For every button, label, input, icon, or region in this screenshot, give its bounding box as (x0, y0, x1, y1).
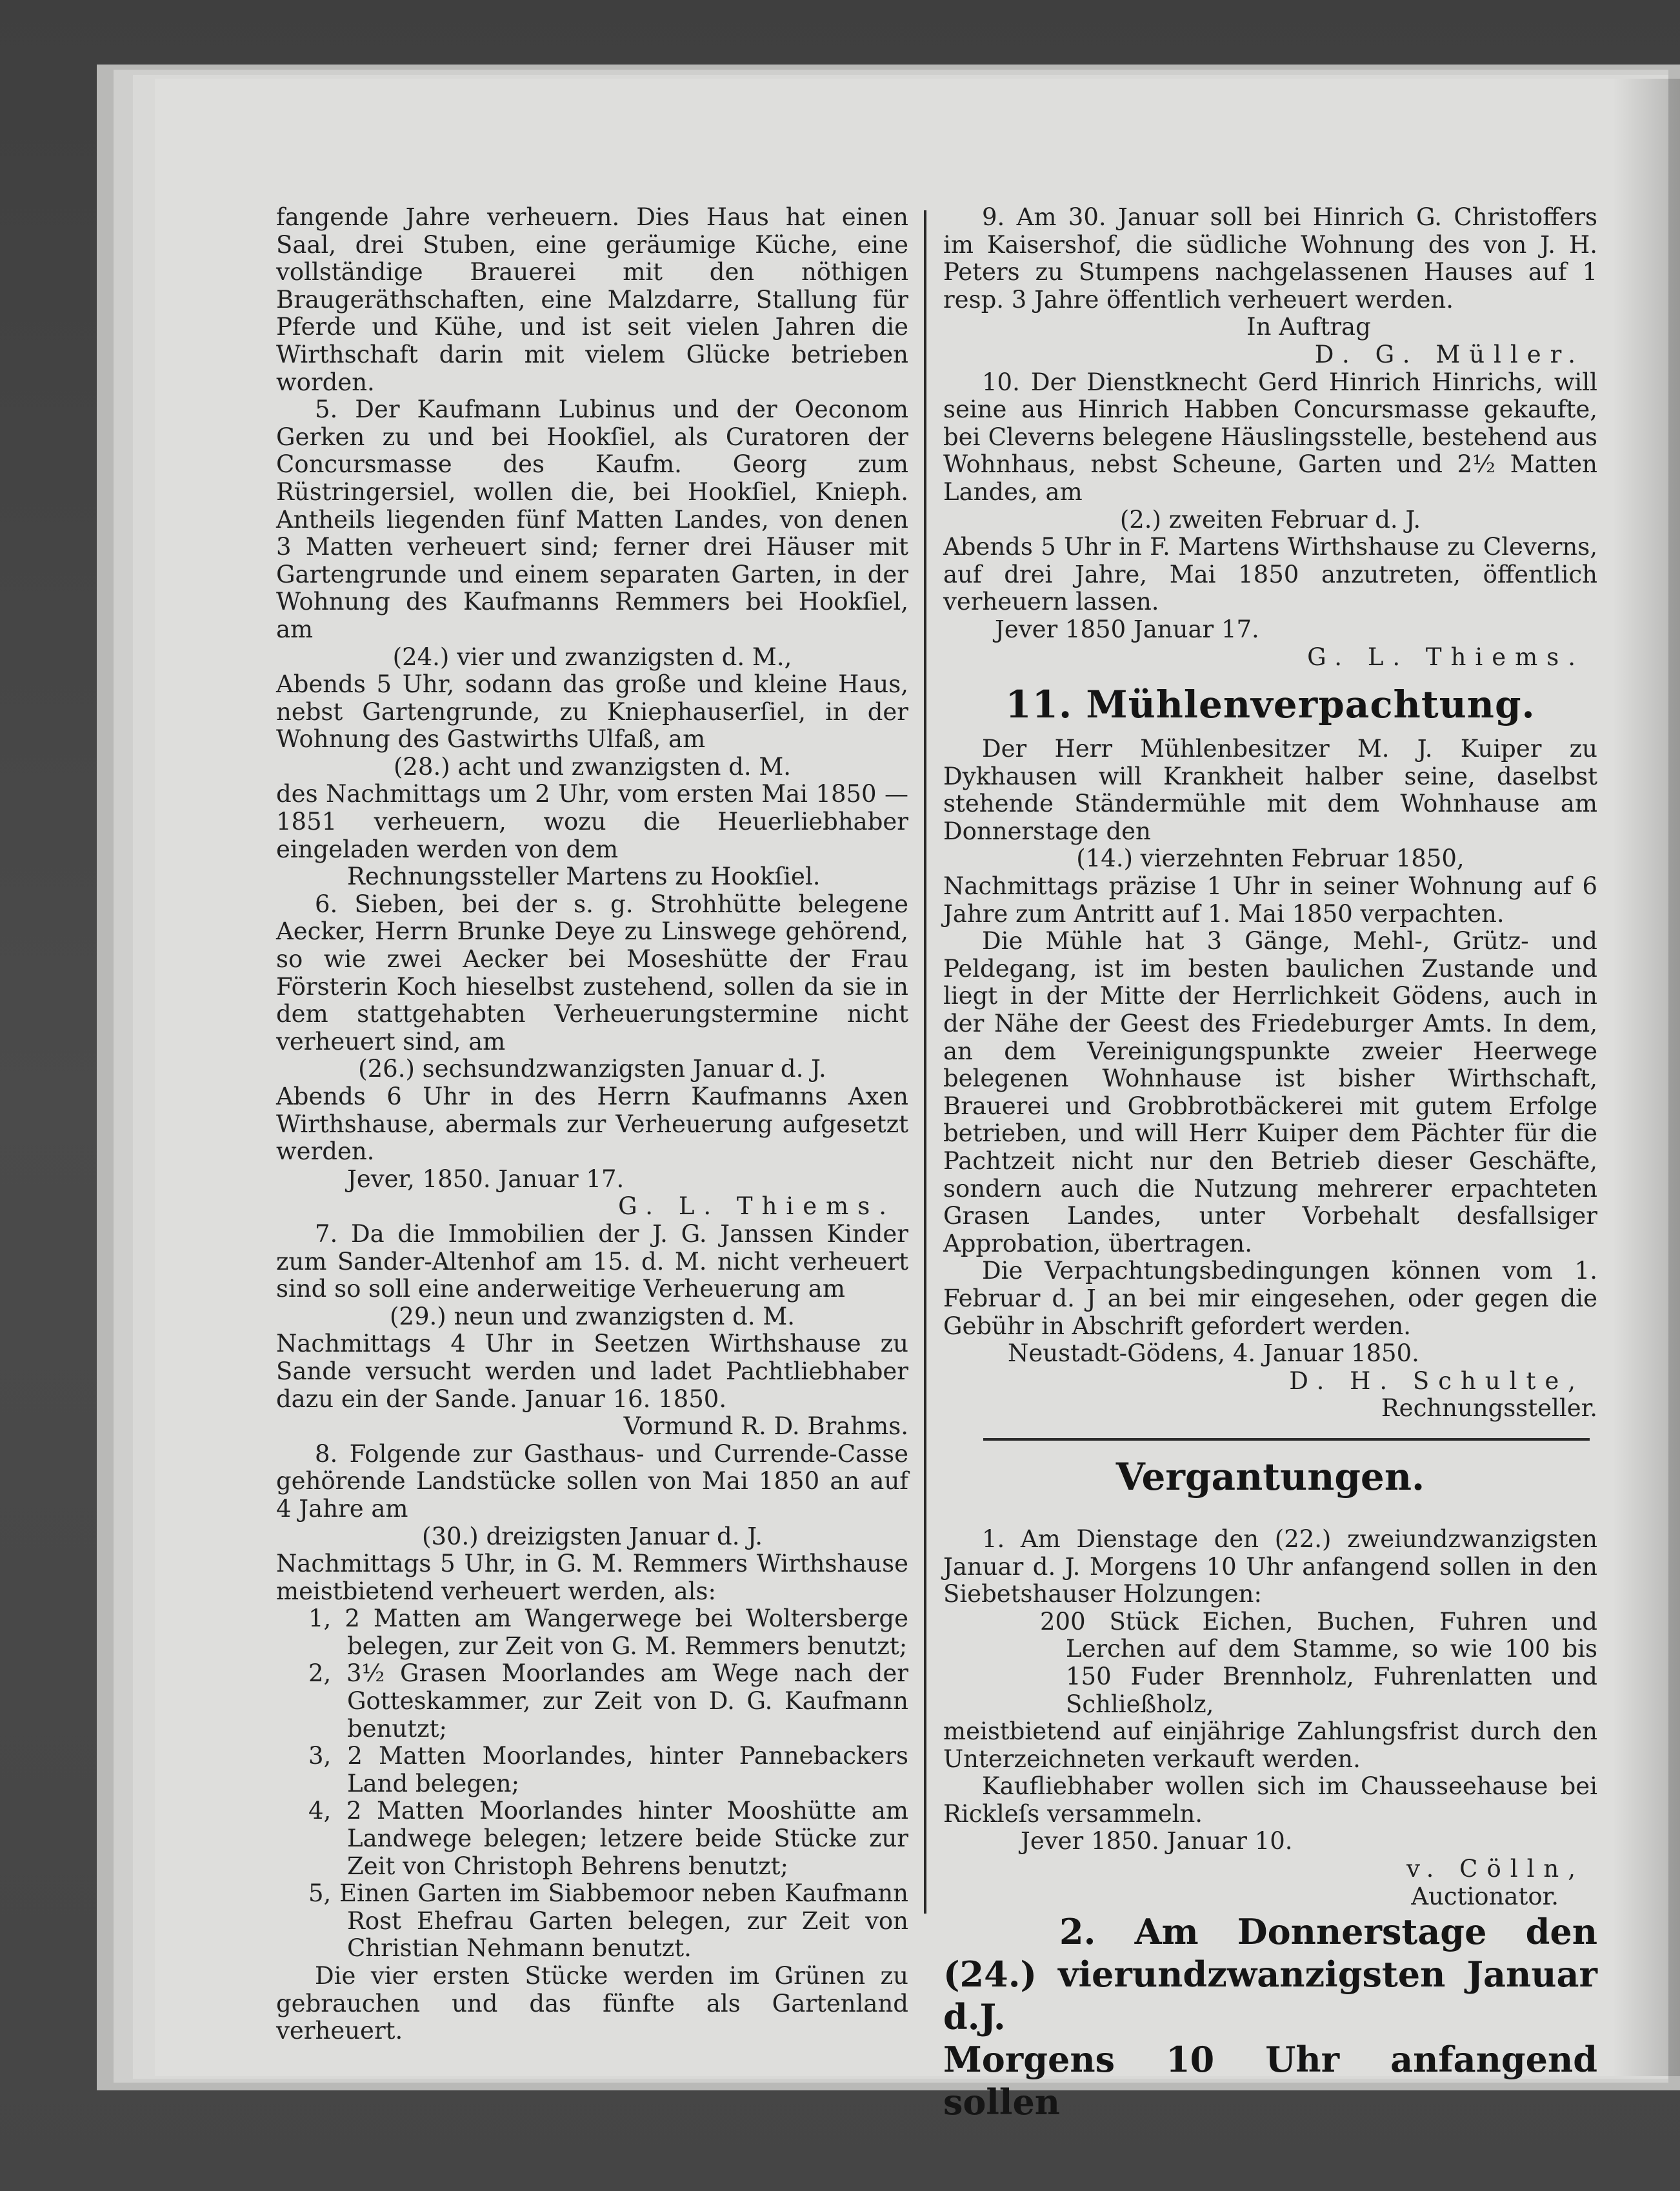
vergantung-1-signature-title: Auctionator. (1411, 1882, 1559, 1910)
left-column (276, 204, 908, 2045)
list-item: 3, 2 Matten Moorlandes, hinter Pannebackers Land belegen; (308, 1742, 908, 1797)
notice-8-date: (30.) dreizigsten Januar d. J. (422, 1522, 763, 1550)
notice-10: 10. Der Dienstknecht Gerd Hinrich Hinrichs, will seine aus Hinrich Habben Concursmasse gekaufte, bei Cleverns belegene Häuslingsstelle, bestehend aus Wohnhaus, nebst Scheune, Garten und 2½ Matten Landes, am (943, 368, 1597, 506)
right-column (943, 204, 1597, 2123)
notice-11-body-4: Die Verpachtungsbedingungen können vom 1. Februar d. J an bei mir eingesehen, oder gegen die Gebühr in Abschrift gefordert werden. (943, 1257, 1597, 1340)
notice-8-body-2: Nachmittags 5 Uhr, in G. M. Remmers Wirthshause meistbietend verheuert werden, als: (276, 1550, 908, 1605)
notice-4-end: fangende Jahre verheuern. Dies Haus hat einen Saal, drei Stuben, eine geräumige Küche, eine vollständige Brauerei mit den nöthigen Braugeräthschaften, eine Malzdarre, Stallung für Pferde und Kühe, und ist seit vielen Jahren die Wirthschaft darin mit vielem Glücke betrieben worden. (276, 203, 908, 396)
notice-10-signature: G. L. Thiems. (1307, 643, 1585, 671)
notice-9-commission: In Auftrag (1246, 313, 1371, 341)
vergantung-1-place-date: Jever 1850. Januar 10. (1021, 1827, 1293, 1856)
notice-5: 5. Der Kaufmann Lubinus und der Oeconom Gerken zu und bei Hookſiel, als Curatoren der Concursmasse des Kaufm. Georg zum Rüstringersiel, wollen die, bei Hookſiel, Knieph. Antheils liegenden fünf Matten Landes, von denen 3 Matten verheuert sind; ferner drei Häuser mit Gartengrunde und einem separaten Garten, in der Wohnung des Kaufmanns Remmers bei Hookſiel, am (276, 395, 908, 643)
notice-5-date-1: (24.) vier und zwanzigsten d. M., (392, 643, 792, 671)
notice-6-place-date: Jever, 1850. Januar 17. (347, 1165, 625, 1193)
vergantung-1-body-3: Kaufliebhaber wollen sich im Chausseehause bei Rickleſs versammeln. (943, 1772, 1597, 1828)
notice-11-body-2: Nachmittags präzise 1 Uhr in seiner Wohnung auf 6 Jahre zum Antritt auf 1. Mai 1850 verpachten. (943, 872, 1597, 928)
notice-9-signature: D. G. Müller. (1314, 340, 1585, 368)
list-item: 5, Einen Garten im Siabbemoor neben Kaufmann Rost Ehefrau Garten belegen, zur Zeit von Christian Nehmann benutzt. (308, 1879, 908, 1963)
notice-5-signature: Rechnungssteller Martens zu Hookſiel. (347, 863, 821, 891)
notice-6-date: (26.) sechsundzwanzigsten Januar d. J. (358, 1055, 826, 1083)
notice-5-body-2: Abends 5 Uhr, sodann das große und kleine Haus, nebst Gartengrunde, zu Kniephauserſiel, in der Wohnung des Gastwirths Ulfaß, am (276, 670, 908, 754)
notice-11-signature-title: Rechnungssteller. (1381, 1394, 1597, 1423)
page-gutter-shadow (1613, 79, 1680, 2076)
vergantung-1: 1. Am Dienstage den (22.) zweiundzwanzigsten Januar d. J. Morgens 10 Uhr anfangend sollen in den Siebetshauser Holzungen: (943, 1525, 1597, 1608)
notice-8-end: Die vier ersten Stücke werden im Grünen zu gebrauchen und das fünfte als Gartenland verheuert. (276, 1962, 908, 2045)
vergantung-1-items: 200 Stück Eichen, Buchen, Fuhren und Lerchen auf dem Stamme, so wie 100 bis 150 Fuder Brennholz, Fuhrenlatten und Schließholz, (1040, 1607, 1597, 1718)
column-rule (924, 210, 926, 1914)
notice-7: 7. Da die Immobilien der J. G. Janssen Kinder zum Sander-Altenhof am 15. d. M. nicht verheuert sind so soll eine anderweitige Verheuerung am (276, 1219, 908, 1303)
list-item: 4, 2 Matten Moorlandes hinter Mooshütte am Landwege belegen; letzere beide Stücke zur Zeit von Christoph Behrens benutzt; (308, 1797, 908, 1880)
section-heading-muehlenverpachtung: 11. Mühlenverpachtung. (1005, 683, 1535, 727)
notice-11-place-date: Neustadt-Gödens, 4. Januar 1850. (1008, 1339, 1419, 1368)
notice-7-signature: Vormund R. D. Brahms. (623, 1412, 908, 1441)
notice-6-body-2: Abends 6 Uhr in des Herrn Kaufmanns Axen Wirthshause, abermals zur Verheuerung aufgesetzt werden. (276, 1083, 908, 1166)
notice-5-date-2: (28.) acht und zwanzigsten d. M. (393, 752, 792, 781)
notice-10-date: (2.) zweiten Februar d. J. (1119, 505, 1421, 534)
section-divider (983, 1438, 1590, 1441)
notice-8: 8. Folgende zur Gasthaus- und Currende-Casse gehörende Landstücke sollen von Mai 1850 an auf 4 Jahre am (276, 1439, 908, 1523)
vergantung-1-body-2: meistbietend auf einjährige Zahlungsfrist durch den Unterzeichneten verkauft werden. (943, 1717, 1597, 1773)
vergantung-2-line-1: 2. Am Donnerstage den (1059, 1911, 1597, 1953)
notice-10-body-2: Abends 5 Uhr in F. Martens Wirthshause zu Cleverns, auf drei Jahre, Mai 1850 anzutreten, öffentlich verheuern lassen. (943, 533, 1597, 616)
notice-5-body-3: des Nachmittags um 2 Uhr, vom ersten Mai 1850 — 1851 verheuern, wozu die Heuerliebhaber eingeladen werden von dem (276, 780, 908, 863)
notice-11: Der Herr Mühlenbesitzer M. J. Kuiper zu Dykhausen will Krankheit halber seine, daselbst stehende Ständermühle mit dem Wohnhause am Donnerstage den (943, 735, 1597, 845)
vergantung-1-signature: v. Cölln, (1406, 1855, 1585, 1883)
notice-6-signature: G. L. Thiems. (618, 1192, 895, 1221)
notice-11-signature: D. H. Schulte, (1289, 1366, 1585, 1395)
notice-9: 9. Am 30. Januar soll bei Hinrich G. Christoffers im Kaisershof, die südliche Wohnung des von J. H. Peters zu Stumpens nachgelassenen Hauses auf 1 resp. 3 Jahre öffentlich verheuert werden. (943, 203, 1597, 314)
section-heading-vergantungen: Vergantungen. (1115, 1454, 1425, 1499)
vergantung-2-line-3: Morgens 10 Uhr anfangend sollen (943, 2039, 1597, 2123)
notice-11-date: (14.) vierzehnten Februar 1850, (1076, 845, 1465, 873)
vergantung-2-line-2: (24.) vierundzwanzigsten Januar d.J. (943, 1954, 1597, 2038)
notice-6: 6. Sieben, bei der s. g. Strohhütte belegene Aecker, Herrn Brunke Deye zu Linswege gehörend, so wie zwei Aecker bei Moseshütte der Frau Försterin Koch hieselbst zustehend, sollen da sie in dem stattgehabten Verheuerungstermine nicht verheuert sind, am (276, 890, 908, 1055)
notice-7-body-2: Nachmittags 4 Uhr in Seetzen Wirthshause zu Sande versucht werden und ladet Pachtliebhaber dazu ein der Sande. Januar 16. 1850. (276, 1330, 908, 1413)
notice-10-place-date: Jever 1850 Januar 17. (995, 615, 1259, 643)
notice-11-body-3: Die Mühle hat 3 Gänge, Mehl-, Grütz- und Peldegang, ist im besten baulichen Zustande und liegt in der Mitte der Herrlichkeit Gödens, auch in der Nähe der Geest des Friedeburger Amts. In dem, an dem Vereinigungspunkte zweier Heerwege belegenen Wohnhause ist bisher Wirthschaft, Brauerei und Grobbrotbäckerei mit gutem Erfolge betrieben, und will Herr Kuiper dem Pächter für die Pachtzeit nicht nur den Betrieb dieser Geschäfte, sondern auch die Nutzung mehrerer erpachteten Grasen Landes, unter Vorbehalt desfallsiger Approbation, übertragen. (943, 927, 1597, 1257)
list-item: 2, 3½ Grasen Moorlandes am Wege nach der Gotteskammer, zur Zeit von D. G. Kaufmann benutzt; (308, 1659, 908, 1743)
notice-7-date: (29.) neun und zwanzigsten d. M. (390, 1302, 795, 1330)
list-item: 1, 2 Matten am Wangerwege bei Woltersberge belegen, zur Zeit von G. M. Remmers benutzt; (308, 1605, 908, 1660)
